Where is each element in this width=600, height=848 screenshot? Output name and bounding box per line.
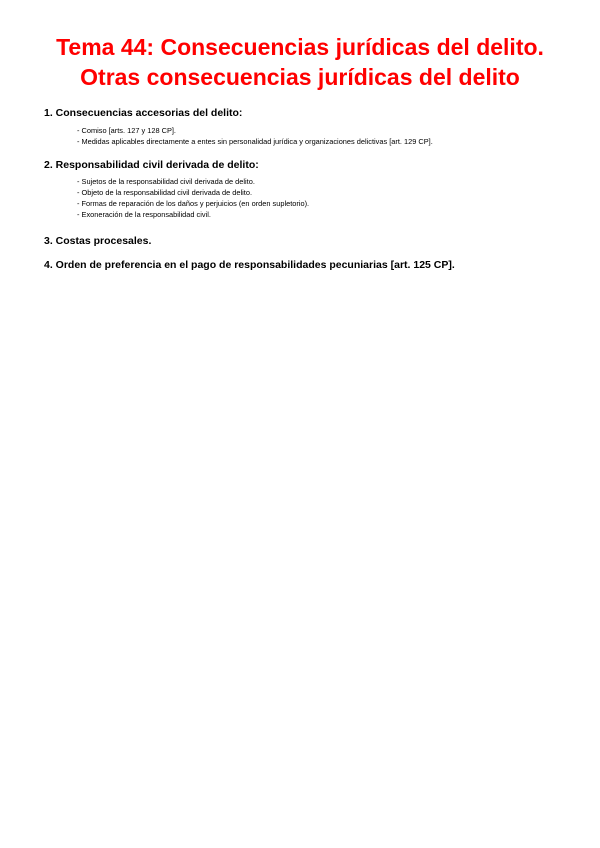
section-heading-2: 2. Responsabilidad civil derivada de delito:	[44, 159, 259, 171]
list-item: - Sujetos de la responsabilidad civil derivada de delito.	[77, 177, 255, 186]
section-2-list	[77, 176, 309, 220]
section-heading-4: 4. Orden de preferencia en el pago de responsabilidades pecuniarias [art. 125 CP].	[44, 259, 455, 271]
list-item: - Objeto de la responsabilidad civil derivada de delito.	[77, 188, 253, 197]
list-item: - Medidas aplicables directamente a entes sin personalidad jurídica y organizaciones delictivas [art. 129 CP].	[77, 137, 433, 146]
page-title-line-2: Otras consecuencias jurídicas del delito	[80, 64, 520, 90]
list-item: - Comiso [arts. 127 y 128 CP].	[77, 126, 176, 135]
list-item: - Exoneración de la responsabilidad civil.	[77, 210, 211, 219]
section-heading-1: 1. Consecuencias accesorias del delito:	[44, 107, 243, 119]
section-1-list	[77, 125, 433, 147]
list-item: - Formas de reparación de los daños y perjuicios (en orden supletorio).	[77, 199, 310, 208]
page-title-line-1: Tema 44: Consecuencias jurídicas del delito.	[56, 34, 544, 60]
section-heading-3: 3. Costas procesales.	[44, 235, 152, 247]
